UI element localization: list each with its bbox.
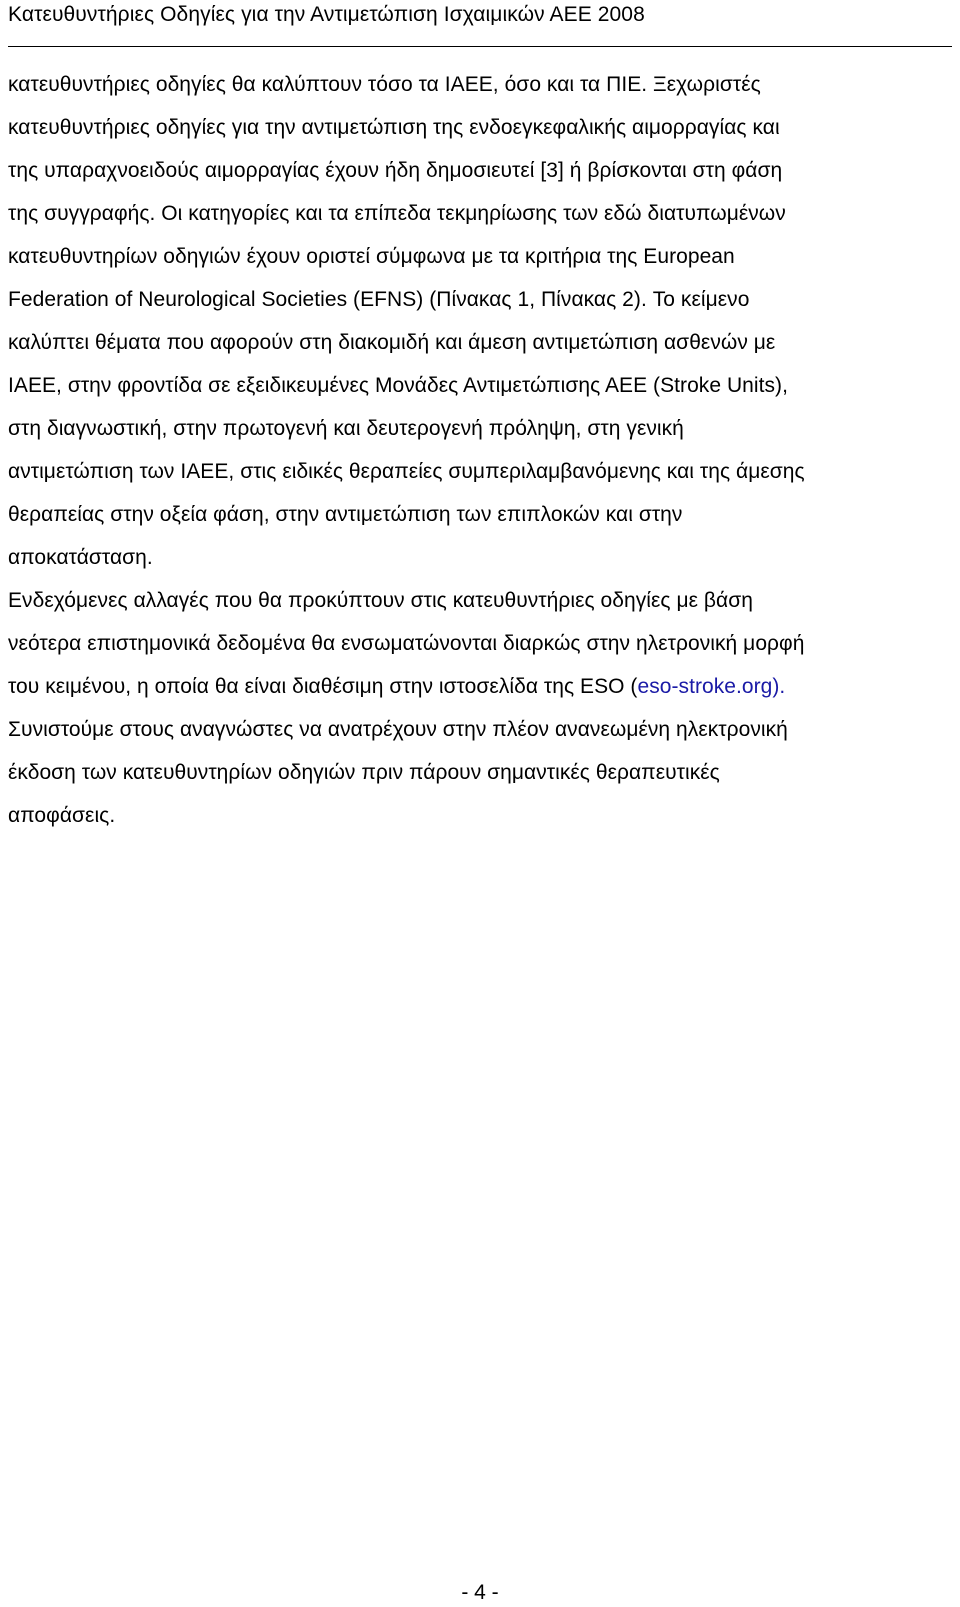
text-line: κατευθυντήριες οδηγίες για την αντιμετώπιση της ενδοεγκεφαλικής αιμορραγίας και <box>8 116 780 139</box>
text-line: νεότερα επιστημονικά δεδομένα θα ενσωματώνονται διαρκώς στην ηλετρονική μορφή <box>8 632 805 655</box>
page-number: - 4 - <box>461 1581 499 1604</box>
text-line: καλύπτει θέματα που αφορούν στη διακομιδή και άμεση αντιμετώπιση ασθενών με <box>8 331 776 354</box>
text-line: της υπαραχνοειδούς αιμορραγίας έχουν ήδη δημοσιευτεί [3] ή βρίσκονται στη φάση <box>8 159 783 182</box>
text-line: Federation of Neurological Societies (EFNS) (Πίνακας 1, Πίνακας 2). Το κείμενο <box>8 288 750 311</box>
header-title: Κατευθυντήριες Οδηγίες για την Αντιμετώπιση Ισχαιμικών ΑΕΕ 2008 <box>8 3 645 26</box>
body-text <box>8 63 960 837</box>
text-line: αποφάσεις. <box>8 804 116 827</box>
text-line-eso <box>8 665 960 708</box>
text-line: αντιμετώπιση των ΙΑΕΕ, στις ειδικές θεραπείες συμπεριλαμβανόμενης και της άμεσης <box>8 460 805 483</box>
text-line: θεραπείας στην οξεία φάση, στην αντιμετώπιση των επιπλοκών και στην <box>8 503 683 526</box>
text-line: ΙΑΕΕ, στην φροντίδα σε εξειδικευμένες Μονάδες Αντιμετώπισης ΑΕΕ (Stroke Units), <box>8 374 788 397</box>
text-line: Συνιστούμε στους αναγνώστες να ανατρέχουν στην πλέον ανανεωμένη ηλεκτρονική <box>8 718 788 741</box>
eso-line-text: του κειμένου, η οποία θα είναι διαθέσιμη στην ιστοσελίδα της ESO ( <box>8 675 638 698</box>
text-line: της συγγραφής. Οι κατηγορίες και τα επίπεδα τεκμηρίωσης των εδώ διατυπωμένων <box>8 202 786 225</box>
text-line: κατευθυντήριες οδηγίες θα καλύπτουν τόσο τα ΙΑΕΕ, όσο και τα ΠΙΕ. Ξεχωριστές <box>8 73 761 96</box>
page-header <box>8 0 952 47</box>
text-line: στη διαγνωστική, στην πρωτογενή και δευτερογενή πρόληψη, στη γενική <box>8 417 684 440</box>
text-line: αποκατάσταση. <box>8 546 153 569</box>
text-line: Ενδεχόμενες αλλαγές που θα προκύπτουν στις κατευθυντήριες οδηγίες με βάση <box>8 589 753 612</box>
text-line: έκδοση των κατευθυντηρίων οδηγιών πριν πάρουν σημαντικές θεραπευτικές <box>8 761 720 784</box>
text-line: κατευθυντηρίων οδηγιών έχουν οριστεί σύμφωνα με τα κριτήρια της European <box>8 245 735 268</box>
eso-link[interactable]: eso-stroke.org). <box>637 675 786 698</box>
